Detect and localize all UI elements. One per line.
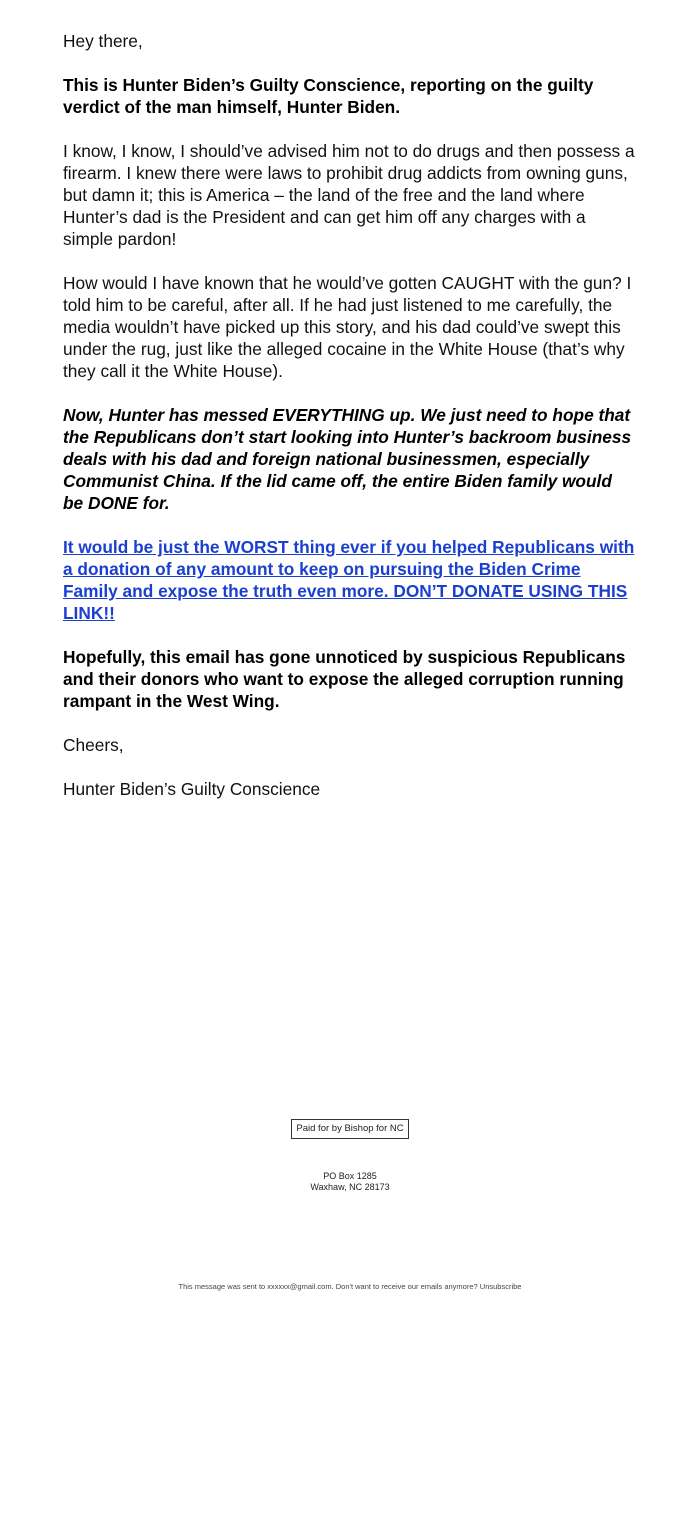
sent-to-text: This message was sent to xxxxxx@gmail.com. Don't want to receive our emails anymore?	[178, 1282, 478, 1291]
body-paragraph-2: How would I have known that he would’ve gotten CAUGHT with the gun? I told him to be careful, after all. If he had just listened to me carefully, the media wouldn’t have picked up this story, and his dad could’ve swept this under the rug, just like the alleged cocaine in the White House (that’s why they call it the White House).	[63, 273, 632, 381]
unsubscribe-notice	[0, 1282, 700, 1292]
emphasis-paragraph: Now, Hunter has messed EVERYTHING up. We just need to hope that the Republicans don’t start looking into Hunter’s backroom business deals with his dad and foreign national businessmen, especially Communist China. If the lid came off, the entire Biden family would be DONE for.	[63, 405, 632, 513]
signoff: Cheers,	[63, 735, 124, 755]
intro-paragraph: This is Hunter Biden’s Guilty Conscience, reporting on the guilty verdict of the man himself, Hunter Biden.	[63, 75, 594, 117]
mailing-address	[0, 1171, 700, 1193]
body-paragraph-1: I know, I know, I should’ve advised him not to do drugs and then possess a firearm. I knew there were laws to prohibit drug addicts from owning guns, but damn it; this is America – the land of the free and the land where Hunter’s dad is the President and can get him off any charges with a simple pardon!	[63, 141, 635, 249]
greeting: Hey there,	[63, 31, 143, 51]
unsubscribe-link[interactable]: Unsubscribe	[479, 1282, 522, 1291]
email-body	[63, 30, 635, 822]
address-line-2: Waxhaw, NC 28173	[310, 1182, 390, 1192]
address-line-1: PO Box 1285	[323, 1171, 377, 1181]
donate-paragraph	[63, 536, 635, 624]
signature: Hunter Biden’s Guilty Conscience	[63, 779, 321, 799]
donate-link[interactable]: It would be just the WORST thing ever if you helped Republicans with a donation of any amount to keep on pursuing the Biden Crime Family and expose the truth even more. DON’T DONATE USING THIS LINK!!	[63, 537, 635, 623]
paid-for-disclaimer	[0, 1118, 700, 1139]
paid-for-box: Paid for by Bishop for NC	[291, 1119, 408, 1139]
closing-note: Hopefully, this email has gone unnoticed by suspicious Republicans and their donors who want to expose the alleged corruption running rampant in the West Wing.	[63, 647, 626, 711]
